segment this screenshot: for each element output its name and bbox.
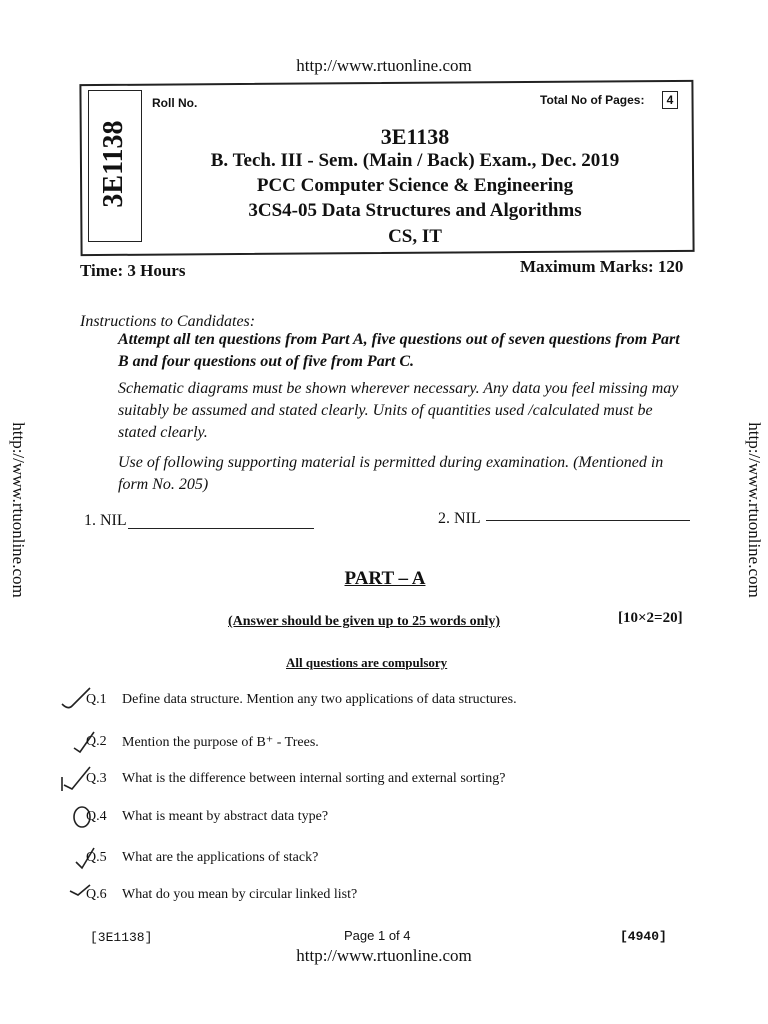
max-marks: Maximum Marks: 120 bbox=[520, 257, 684, 276]
question-row bbox=[60, 734, 700, 760]
question-number: Q.2 bbox=[86, 734, 107, 749]
exam-time: Time: 3 Hours bbox=[80, 261, 186, 280]
part-a-marks: [10×2=20] bbox=[618, 610, 683, 626]
exam-title: B. Tech. III - Sem. (Main / Back) Exam., Dec. 2019 bbox=[210, 150, 620, 171]
question-text: What are the applications of stack? bbox=[122, 850, 319, 865]
material-2-underline bbox=[486, 520, 690, 521]
watermark-url-right: http://www.rtuonline.com bbox=[745, 422, 764, 598]
part-a-title: PART – A bbox=[344, 568, 426, 589]
question-row bbox=[60, 692, 700, 718]
question-text: What is the difference between internal sorting and external sorting? bbox=[122, 771, 506, 786]
footer-page-number: Page 1 of 4 bbox=[344, 928, 411, 943]
total-pages-value: 4 bbox=[662, 91, 678, 109]
course-title: 3CS4-05 Data Structures and Algorithms bbox=[248, 200, 582, 221]
paper-code-vertical: 3E1138 bbox=[98, 120, 129, 208]
question-row bbox=[60, 771, 700, 797]
question-row bbox=[60, 809, 700, 835]
question-row bbox=[60, 887, 700, 913]
instructions-heading: Instructions to Candidates: bbox=[80, 313, 256, 330]
material-2: 2. NIL bbox=[438, 510, 481, 527]
footer-id: [4940] bbox=[620, 929, 667, 944]
footer-paper-code: [3E1138] bbox=[90, 930, 153, 945]
branch: CS, IT bbox=[388, 226, 442, 247]
question-number: Q.6 bbox=[86, 887, 107, 902]
instruction-material: Use of following supporting material is permitted during examination. (Mentioned in form No. 205) bbox=[118, 454, 664, 493]
part-a-compulsory-note: All questions are compulsory bbox=[286, 655, 448, 670]
instruction-attempt: Attempt all ten questions from Part A, five questions out of seven questions from Part B and four questions out of five from Part C. bbox=[118, 331, 680, 370]
question-number: Q.5 bbox=[86, 850, 107, 865]
roll-no-label: Roll No. bbox=[152, 96, 198, 110]
question-text: What is meant by abstract data type? bbox=[122, 809, 329, 824]
question-row bbox=[60, 850, 700, 876]
question-number: Q.1 bbox=[86, 692, 107, 707]
material-1: 1. NIL bbox=[84, 512, 127, 529]
question-text: What do you mean by circular linked list? bbox=[122, 887, 358, 902]
watermark-url-left: http://www.rtuonline.com bbox=[9, 422, 28, 598]
watermark-url-bottom: http://www.rtuonline.com bbox=[296, 946, 472, 965]
paper-code: 3E1138 bbox=[380, 124, 450, 149]
total-pages-label: Total No of Pages: bbox=[540, 93, 645, 107]
watermark-url-top: http://www.rtuonline.com bbox=[296, 56, 472, 75]
material-1-underline bbox=[128, 528, 314, 529]
question-text: Define data structure. Mention any two applications of data structures. bbox=[122, 692, 517, 707]
question-text: Mention the purpose of B⁺ - Trees. bbox=[122, 735, 319, 750]
question-number: Q.3 bbox=[86, 771, 107, 786]
instruction-diagrams: Schematic diagrams must be shown wherever necessary. Any data you feel missing may suitably be assumed and stated clearly. Units of quantities used /calculated must be stated clearly. bbox=[118, 380, 679, 441]
department: PCC Computer Science & Engineering bbox=[256, 175, 574, 196]
question-number: Q.4 bbox=[86, 809, 107, 824]
part-a-answer-note: (Answer should be given up to 25 words only) bbox=[228, 614, 501, 629]
